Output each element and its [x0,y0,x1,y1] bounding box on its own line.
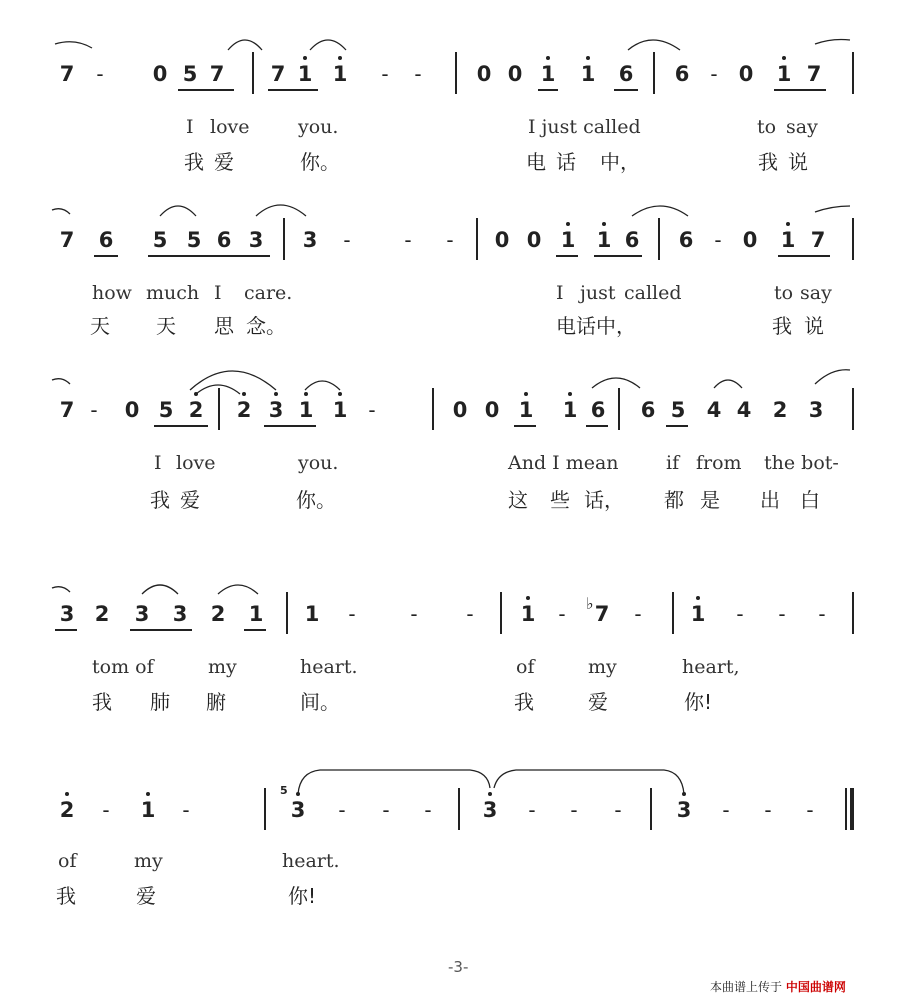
lyric-en: say [800,282,832,304]
dash: - [714,228,722,252]
note: 1 [774,62,794,86]
note: 6 [674,62,690,86]
barline [218,388,220,430]
lyric-zh: 念。 [246,314,286,338]
lyric-en: you. [298,116,339,138]
dash: - [818,602,826,626]
lyric-en: my [208,656,237,678]
lyric-zh: 你! [288,884,317,908]
lyric-zh: 间。 [300,690,340,714]
lyric-zh: 我 [772,314,792,338]
lyric-zh: 我 [150,488,170,512]
dash: - [368,398,376,422]
note: 0 [476,62,492,86]
lyric-zh: 爱 [214,150,234,174]
lyric-en: I [214,282,222,304]
dash: - [348,602,356,626]
lyric-en: to [757,116,777,138]
note: 3 [134,602,150,626]
lyric-zh: 出 [760,488,780,512]
underline [666,425,688,427]
lyric-zh: 是 [700,488,720,512]
note: 2 [57,798,77,822]
lyric-en: the bot- [764,452,839,474]
note: 5 [152,228,168,252]
underline [130,629,192,631]
lyric-en: love [210,116,250,138]
note: 6 [640,398,656,422]
lyric-en: heart. [300,656,358,678]
lyric-zh: 爱 [136,884,156,908]
barline [500,592,502,634]
dash: - [424,798,432,822]
note: 4 [736,398,752,422]
note: 7 [810,228,826,252]
note: 7 [270,62,286,86]
lyric-zh: 电话中， [556,314,636,338]
lyric-en: my [134,850,163,872]
note: 1 [295,62,315,86]
lyric-en: how [92,282,132,304]
dash: - [736,602,744,626]
note: 3 [172,602,188,626]
note: ♭ 7 [586,594,610,626]
note: 3 [674,798,694,822]
underline [614,89,638,91]
note: 3 [808,398,824,422]
underline [264,425,316,427]
note: 1 [558,228,578,252]
dash: - [343,228,351,252]
lyric-zh: 思 [214,314,234,338]
lyric-en: you. [298,452,339,474]
lyric-zh: 说 [788,150,808,174]
lyric-zh: 腑 [206,690,226,714]
barline [658,218,660,260]
barline [672,592,674,634]
lyric-en: much [146,282,200,304]
underline [594,255,642,257]
note: 1 [578,62,598,86]
barline [852,592,854,634]
note: 1 [594,228,614,252]
lyric-zh: 中， [600,150,640,174]
dash: - [410,602,418,626]
underline [586,425,608,427]
note: 2 [772,398,788,422]
dash: - [466,602,474,626]
lyric-en: I just called [528,116,641,138]
lyric-zh: 我 [56,884,76,908]
note: 3 [302,228,318,252]
lyric-zh: 都 [664,488,684,512]
underline [268,89,318,91]
note: 5 [158,398,174,422]
lyric-zh: 这 [508,488,528,512]
note: 0 [742,228,758,252]
note: 6 [216,228,232,252]
dash: - [102,798,110,822]
dash: - [446,228,454,252]
underline [244,629,266,631]
final-barline-thin [845,788,847,830]
grace-note: 5 [280,784,288,797]
note: 2 [94,602,110,626]
lyric-en: to [774,282,794,304]
lyric-zh: 我 [758,150,778,174]
note: 3 [266,398,286,422]
note: 2 [210,602,226,626]
note: 6 [618,62,634,86]
lyric-zh: 你。 [296,488,336,512]
note: 2 [234,398,254,422]
page-number: -3- [448,958,469,976]
barline [852,388,854,430]
lyric-en: called [624,282,682,304]
lyric-en: heart. [282,850,340,872]
lyric-zh: 天 [90,314,110,338]
note: 0 [152,62,168,86]
note: 0 [452,398,468,422]
note: 5 [186,228,202,252]
dash: - [338,798,346,822]
note: 1 [138,798,158,822]
underline [514,425,536,427]
lyric-en: of [516,656,535,678]
dash: - [710,62,718,86]
note: 7 [806,62,822,86]
dash: - [404,228,412,252]
underline [154,425,208,427]
dash: - [182,798,190,822]
dash: - [806,798,814,822]
barline [852,52,854,94]
note: 6 [590,398,606,422]
lyric-zh: 天 [156,314,176,338]
note: 7 [59,228,75,252]
footer-text: 本曲谱上传于 [710,980,783,994]
site-logo[interactable]: 中国曲谱网 [785,980,846,994]
underline [556,255,578,257]
note: 4 [706,398,722,422]
note: 1 [538,62,558,86]
note: 1 [304,602,320,626]
note: 5 [182,62,198,86]
note: 7 [209,62,225,86]
lyric-en: And I mean [508,452,619,474]
lyric-en: tom of [92,656,154,678]
note: 1 [518,602,538,626]
lyric-en: love [176,452,216,474]
footer [710,978,846,995]
lyric-zh: 肺 [150,690,170,714]
lyric-zh: 我 [92,690,112,714]
dash: - [778,602,786,626]
note: 1 [516,398,536,422]
barline [252,52,254,94]
final-barline-thick [850,788,854,830]
lyric-zh: 爱 [180,488,200,512]
lyric-en: I [154,452,162,474]
dash: - [634,602,642,626]
dash: - [558,602,566,626]
note: 3 [288,798,308,822]
lyric-en: from [696,452,742,474]
note: 1 [688,602,708,626]
dash: - [528,798,536,822]
lyric-zh: 话 [556,150,576,174]
note: 0 [507,62,523,86]
note: 6 [678,228,694,252]
note: 1 [330,398,350,422]
lyric-en: if [666,452,680,474]
barline [283,218,285,260]
note: 1 [248,602,264,626]
underline [94,255,118,257]
note: 7 [59,398,75,422]
lyric-zh: 我 [184,150,204,174]
dash: - [414,62,422,86]
lyric-zh: 我 [514,690,534,714]
note: 7 [59,62,75,86]
underline [774,89,826,91]
lyric-en: care. [244,282,293,304]
lyric-zh: 爱 [588,690,608,714]
lyric-zh: 电 [526,150,546,174]
note: 3 [480,798,500,822]
note: 3 [248,228,264,252]
barline [650,788,652,830]
lyric-zh: 些 [550,488,570,512]
lyric-en: just [580,282,616,304]
lyric-zh: 话， [584,488,624,512]
barline [852,218,854,260]
underline [55,629,77,631]
note: 0 [494,228,510,252]
barline [458,788,460,830]
barline [618,388,620,430]
dash: - [96,62,104,86]
barline [264,788,266,830]
lyric-zh: 白 [800,488,820,512]
underline [148,255,270,257]
note: 2 [186,398,206,422]
lyric-zh: 你。 [300,150,340,174]
barline [476,218,478,260]
note: 0 [124,398,140,422]
note: 6 [98,228,114,252]
dash: - [90,398,98,422]
barline [432,388,434,430]
underline [778,255,830,257]
underline [538,89,558,91]
dash: - [764,798,772,822]
lyric-zh: 说 [804,314,824,338]
dash: - [570,798,578,822]
note: 1 [296,398,316,422]
lyric-en: of [58,850,77,872]
dash: - [722,798,730,822]
barline [653,52,655,94]
note: 0 [738,62,754,86]
lyric-en: my [588,656,617,678]
lyric-en: say [786,116,818,138]
note: 5 [670,398,686,422]
underline [178,89,234,91]
note: 1 [560,398,580,422]
note: 0 [526,228,542,252]
note: 3 [59,602,75,626]
note: 0 [484,398,500,422]
note: 1 [330,62,350,86]
note: 6 [624,228,640,252]
barline [455,52,457,94]
lyric-en: I [186,116,194,138]
lyric-en: I [556,282,564,304]
dash: - [614,798,622,822]
note: 1 [778,228,798,252]
barline [286,592,288,634]
dash: - [382,798,390,822]
dash: - [381,62,389,86]
lyric-en: heart, [682,656,740,678]
lyric-zh: 你! [684,690,713,714]
